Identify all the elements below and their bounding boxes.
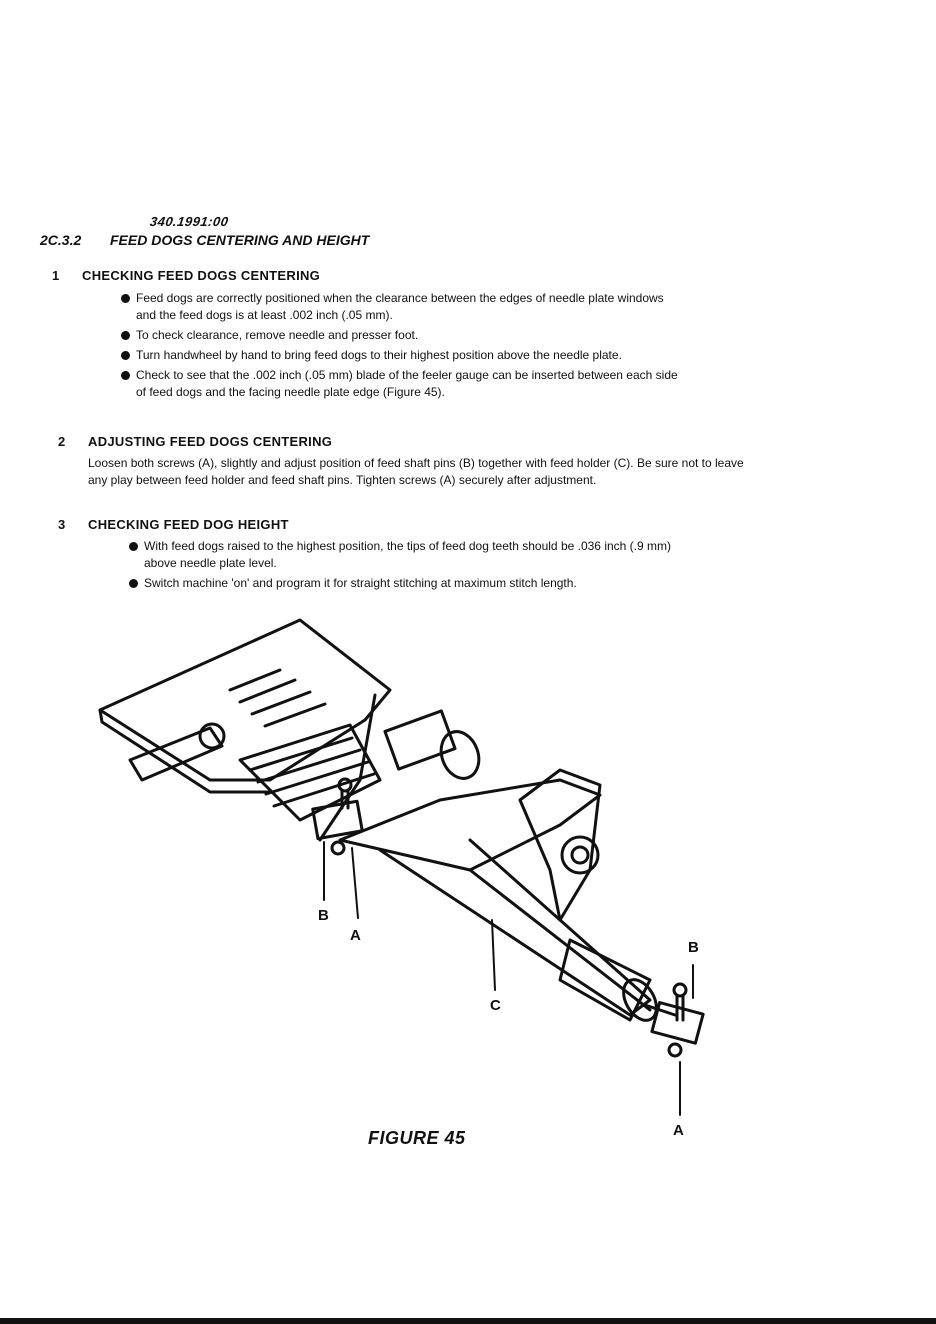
subsection-2-number: 2 <box>58 434 66 449</box>
feed-dog-assembly-illustration <box>90 610 750 1140</box>
subsection-1-title: CHECKING FEED DOGS CENTERING <box>82 268 321 283</box>
section-title-text: FEED DOGS CENTERING AND HEIGHT <box>110 232 370 248</box>
callout-a-right: A <box>673 1122 684 1139</box>
subsection-2-title: ADJUSTING FEED DOGS CENTERING <box>88 434 333 449</box>
bullet-item: Feed dogs are correctly positioned when the clearance between the edges of needle plate windows and the feed dogs is at least .002 inch (.05 mm). <box>120 290 680 324</box>
callout-a-left: A <box>350 927 361 944</box>
subsection-1-bullets <box>120 290 680 404</box>
bullet-item: Turn handwheel by hand to bring feed dogs to their highest position above the needle plate. <box>120 347 680 364</box>
subsection-3-number: 3 <box>58 517 66 532</box>
callout-b-right: B <box>688 939 699 956</box>
subsection-3-title: CHECKING FEED DOG HEIGHT <box>88 517 289 532</box>
figure-caption: FIGURE 45 <box>368 1128 466 1148</box>
section-title <box>40 232 369 248</box>
subsection-1-heading <box>52 268 320 283</box>
bottom-border <box>0 1318 936 1324</box>
bullet-item: Switch machine 'on' and program it for straight stitching at maximum stitch length. <box>128 575 688 592</box>
subsection-3-heading <box>58 517 289 532</box>
callout-b-left: B <box>318 907 329 924</box>
subsection-1-number: 1 <box>52 268 60 283</box>
subsection-2-text: Loosen both screws (A), slightly and adjust position of feed shaft pins (B) together with feed holder (C). Be sure not to leave any play between feed holder and feed shaft pins. Tighten screws (A) securely after adjustment. <box>88 456 744 487</box>
bullet-item: To check clearance, remove needle and presser foot. <box>120 327 680 344</box>
feed-shaft-shape <box>130 728 222 780</box>
bullet-item: Check to see that the .002 inch (.05 mm) blade of the feeler gauge can be inserted between each side of feed dogs and the facing needle plate edge (Figure 45). <box>120 367 680 401</box>
section-number: 2C.3.2 <box>40 232 82 248</box>
subsection-3-bullets <box>128 538 688 595</box>
document-number: 340.1991:00 <box>148 214 230 229</box>
bullet-item: With feed dogs raised to the highest position, the tips of feed dog teeth should be .036 inch (.9 mm) above needle plate level. <box>128 538 688 572</box>
callout-c: C <box>490 997 501 1014</box>
subsection-2-heading <box>58 434 332 449</box>
